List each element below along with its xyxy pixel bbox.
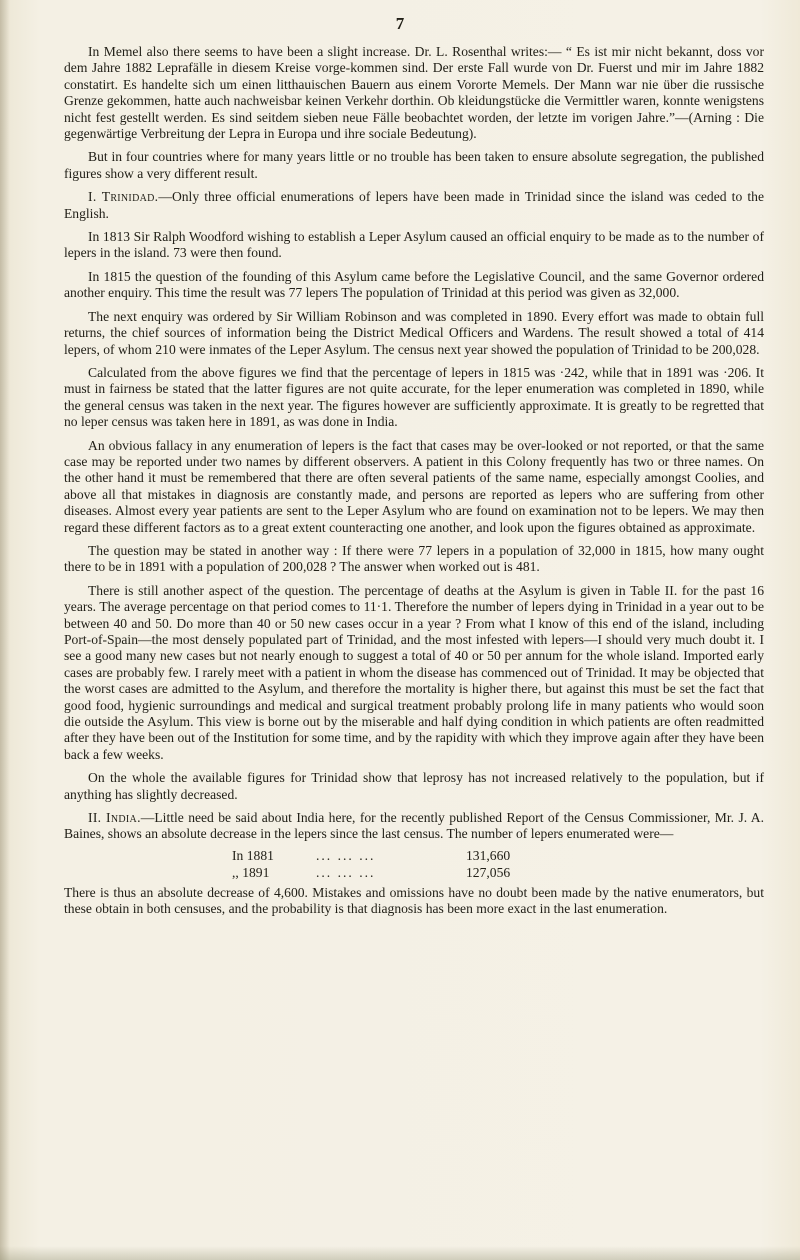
census-leader-dots: ... ... ... (316, 864, 376, 880)
paragraph-deaths: There is still another aspect of the question. The percentage of deaths at the Asylum is given in Table II. for the past 16 years. The average percentage on that period comes to 11·1. Therefore the number of lepers dying in Trinidad in a year out to be between 40 and 50. Do more than 40 or 50 new cases occur in a year ? From what I know of this end of the island, including Port-of-Spain—the most densely populated part of Trinidad, and the most infested with lepers—I should very much doubt it. I see a good many new cases but not nearly enough to suggest a total of 40 or 50 per annum for the whole island. Imported early cases are probably few. I rarely meet with a patient in whom the disease has commenced out of Trinidad. It may be objected that the worst cases are admitted to the Asylum, and therefore the mortality is higher there, but against this must be set the fact that good food, hygienic surroundings and medical and surgical treatment probably prolong life in many patients who would soon die outside the Asylum. This view is borne out by the miserable and half dying condition in which patients are often readmitted after they have been out of the Institution for some time, and by the rapidity with which they improve again after they have been back a few weeks. (64, 582, 764, 762)
paragraph-percentage: Calculated from the above figures we find that the percentage of lepers in 1815 was ·242, while that in 1891 was ·206. It must in fairness be stated that the latter figures are not quite accurate, for the leper enumeration was completed in 1890, while the general census was taken in the next year. The figures however are sufficiently approximate. It is greatly to be regretted that no leper census was taken here in 1891, as was done in India. (64, 364, 764, 430)
page-bottom-edge (0, 1246, 800, 1260)
section-text-trinidad: —Only three official enumerations of lepers have been made in Trinidad since the island was ceded to the English. (64, 189, 764, 221)
census-row (232, 865, 536, 882)
section-heading-india: II. India. (88, 810, 141, 826)
paragraph-question: The question may be stated in another way : If there were 77 lepers in a population of 32,000 in 1815, how many ought there to be in 1891 with a population of 200,028 ? The answer when worked out is 481. (64, 542, 764, 575)
census-year: ,, 1891 (232, 864, 270, 880)
section-heading-trinidad: I. Trinidad. (88, 189, 159, 205)
census-count: 131,660 (466, 847, 511, 863)
paragraph-memel: In Memel also there seems to have been a slight increase. Dr. L. Rosenthal writes:— “ Es ist mir nicht bekannt, doss vor dem Jahre 1882 Leprafälle in diesem Kreise vorge-kommen sind. Der erste Fall wurde von Dr. Fuerst und mir im Jahre 1882 constatirt. Es handelte sich um einen litthauischen Bauern aus einem Vororte Memels. Der Mann war nie über die russische Grenze gekommen, hatte auch nachweisbar keinen Verkehr dorthin. Ob kleidungstücke die Vermittler waren, konnte wenigstens nicht fest gestellt werden. Es sind seitdem sieben neue Fälle beobachtet worden, der letzte im vorigen Jahre.”—(Arning : Die gegenwärtige Verbreitung der Lepra in Europa und ihre sociale Bedeutung). (64, 44, 764, 142)
binding-shadow (0, 0, 10, 1260)
census-count: 127,056 (466, 864, 511, 880)
page-number: 7 (395, 14, 405, 33)
paragraph-india-decrease: There is thus an absolute decrease of 4,600. Mistakes and omissions have no doubt been made by the native enumerators, but these obtain in both censuses, and the probability is that diagnosis has been more exact in the last enumeration. (64, 884, 764, 917)
paragraph-trinidad-intro (64, 189, 764, 222)
paragraph-1813: In 1813 Sir Ralph Woodford wishing to establish a Leper Asylum caused an official enquiry to be made as to the number of lepers in the island. 73 were then found. (64, 229, 764, 261)
census-leader-dots: ... ... ... (316, 847, 376, 863)
census-table (232, 848, 536, 882)
paragraph-four-countries: But in four countries where for many years little or no trouble has been taken to ensure absolute segregation, the published figures show a very different result. (64, 149, 764, 181)
census-year: In 1881 (232, 847, 274, 863)
section-text-india: —Little need be said about India here, for the recently published Report of the Census Commissioner, Mr. J. A. Baines, shows an absolute decrease in the lepers since the last census. The number of lepers enumerated were— (64, 810, 764, 842)
body-text (64, 44, 764, 925)
paragraph-1890-enquiry: The next enquiry was ordered by Sir William Robinson and was completed in 1890. Every effort was made to obtain full returns, the chief sources of information being the District Medical Officers and Wardens. The result showed a total of 414 lepers, of whom 210 were inmates of the Leper Asylum. The census next year showed the population of Trinidad to be 200,028. (64, 308, 764, 357)
census-row (232, 848, 536, 865)
paragraph-trinidad-summary: On the whole the available figures for Trinidad show that leprosy has not increased relatively to the population, but if anything has slightly decreased. (64, 770, 764, 802)
paragraph-fallacy: An obvious fallacy in any enumeration of lepers is the fact that cases may be over-looked or not reported, or that the same case may be reported under two names by different observers. A patient in this Colony frequently has two or three names. On the other hand it must be remembered that there are often several patients of the same name, especially amongst Coolies, and above all that mistakes in diagnosis are constantly made, and persons are reported as lepers who are suffering from other diseases. Almost every year patients are sent to the Leper Asylum who are found on examination not to be lepers. We may then regard these different factors as to a great extent counteracting one another, and look upon the figures obtained as approximate. (64, 437, 764, 535)
paragraph-india-intro (64, 810, 764, 843)
paragraph-1815: In 1815 the question of the founding of this Asylum came before the Legislative Council, and the same Governor ordered another enquiry. This time the result was 77 lepers The population of Trinidad at this period was given as 32,000. (64, 268, 764, 301)
